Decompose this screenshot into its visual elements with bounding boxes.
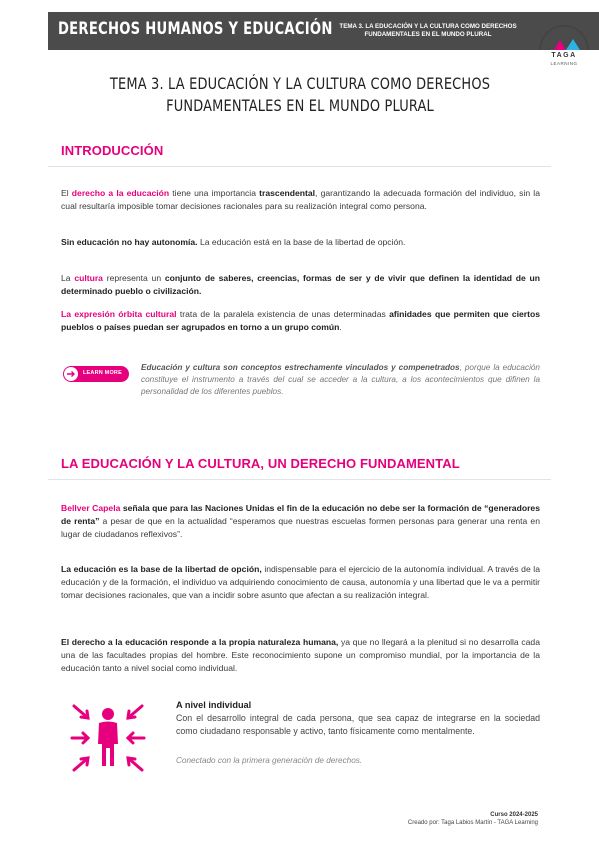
paragraph-naturaleza-humana: El derecho a la educación responde a la propia naturaleza humana, ya que no llegará a la plenitud si no desarrolla cada una de las facultades propias del hombre. Este reconocimiento supone un compromiso mundial, por la importancia de la educación tanto a nivel social como individual. [61,637,540,673]
logo-text: TAGA [551,52,577,59]
footer-course: Curso 2024-2025 [490,812,538,818]
learn-more-label: LEARN MORE [83,370,122,376]
paragraph-orbita-cultural: La expresión órbita cultural trata de la paralela existencia de unas determinadas afinidades que permiten que ciertos pueblos o países puedan ser agrupados en torno a un grupo común. [61,309,540,332]
header-topic: TEMA 3. LA EDUCACIÓN Y LA CULTURA COMO DERECHOS FUNDAMENTALES EN EL MUNDO PLURAL [339,23,517,38]
section-heading-introduccion: INTRODUCCIÓN [61,143,164,158]
nivel-individual-text: Con el desarrollo integral de cada persona, que sea capaz de integrarse en la sociedad como ciudadano responsable y activo, tanto físicamente como mentalmente. [176,713,540,736]
paragraph-cultura: La cultura representa un conjunto de saberes, creencias, formas de ser y de vivir que definen la identidad de un determinado pueblo o civilización. [61,273,541,296]
paragraph-derecho-educacion: El derecho a la educación tiene una importancia trascendental, garantizando la adecuada formación del individuo, sin la cual resultaría imposible tomar decisiones racionales para su realización integral como persona. [61,188,540,211]
arrow-right-icon [64,367,78,381]
header-brand: DERECHOS HUMANOS Y EDUCACIÓN [58,19,333,39]
paragraph-autonomia: Sin educación no hay autonomía. La educación está en la base de la libertad de opción. [61,237,406,247]
header-bar [48,12,599,50]
learn-more-note: Educación y cultura son conceptos estrechamente vinculados y compenetrados, porque la educación constituye el instrumento a través del cual se acceder a la cultura, a los acontecimientos que difinen la personalidad de los diferentes pueblos. [141,363,540,396]
footer-credit: Creado por: Taga Labios Martín - TAGA Learning [407,820,538,826]
nivel-individual-note: Conectado con la primera generación de derechos. [176,756,363,765]
document-title: TEMA 3. LA EDUCACIÓN Y LA CULTURA COMO DERECHOS FUNDAMENTALES EN EL MUNDO PLURAL [109,74,491,115]
paragraph-bellver-capela: Bellver Capela señala que para las Naciones Unidas el fin de la educación no debe ser la formación de “generadores de renta” a pesar de que en la actualidad “esperamos que nuestras escuelas formen personas para generar una renta en lugar de ciudadanos reflexivos”. [61,503,540,539]
person-arrows-icon [68,700,148,776]
subheading-nivel-individual: A nivel individual [176,700,252,710]
mountain-logo-icon [536,20,592,52]
section-divider [48,166,551,167]
taga-logo [536,20,592,68]
section-heading-derecho-fundamental: LA EDUCACIÓN Y LA CULTURA, UN DERECHO FUNDAMENTAL [61,456,460,471]
paragraph-libertad-opcion: La educación es la base de la libertad de opción, indispensable para el ejercicio de la autonomía individual. A través de la educación y de la formación, el individuo va adquiriendo conocimiento de causa, autonomía y una libertad que le va a permitir tomar decisiones racionales, que van a incidir sobre asunto que afectan a su realización integral. [61,564,540,600]
logo-subtext: LEARNING [550,61,578,66]
section-divider [48,479,551,480]
learn-more-button[interactable] [63,366,129,382]
